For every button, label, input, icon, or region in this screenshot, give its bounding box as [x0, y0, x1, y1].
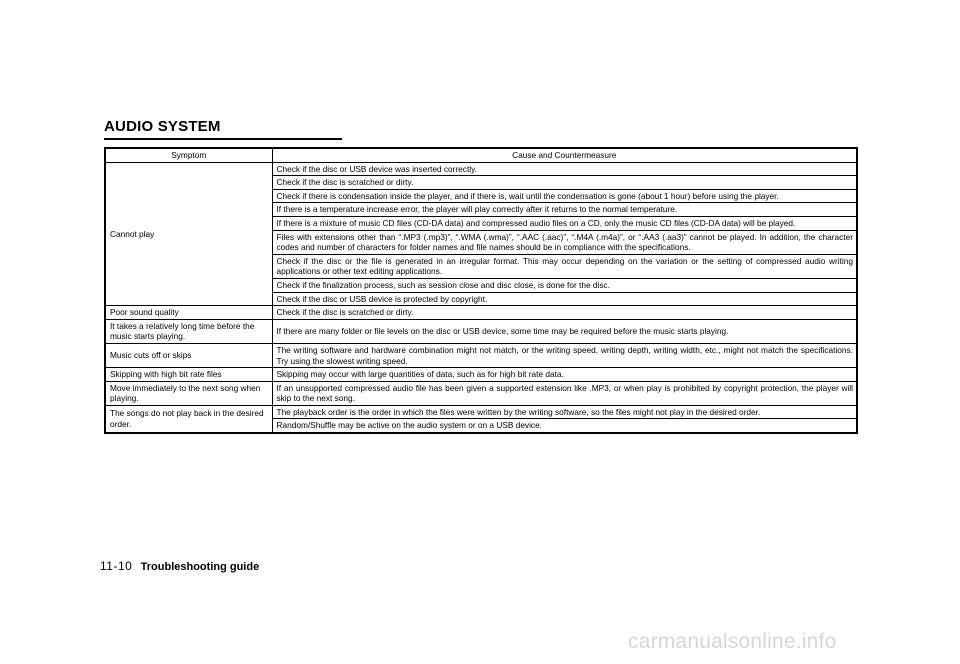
- table-row: [105, 368, 857, 382]
- symptom-cell: Skipping with high bit rate files: [105, 368, 272, 382]
- header-symptom: Symptom: [105, 148, 272, 162]
- troubleshooting-table: [104, 147, 858, 434]
- cause-cell: Random/Shuffle may be active on the audio system or on a USB device.: [272, 419, 857, 433]
- symptom-cell: The songs do not play back in the desired order.: [105, 405, 272, 433]
- table-row: [105, 343, 857, 367]
- cause-cell: Check if the disc or USB device was inserted correctly.: [272, 162, 857, 176]
- cause-cell: If there are many folder or file levels on the disc or USB device, some time may be required before the music starts playing.: [272, 319, 857, 343]
- symptom-cell: Poor sound quality: [105, 306, 272, 320]
- table-row: [105, 319, 857, 343]
- cause-cell: Check if the finalization process, such as session close and disc close, is done for the disc.: [272, 278, 857, 292]
- page-number: 11-10: [100, 559, 133, 573]
- section-title: Troubleshooting guide: [140, 561, 260, 573]
- cause-cell: Check if there is condensation inside the player, and if there is, wait until the condensation is gone (about 1 hour) before using the player.: [272, 189, 857, 203]
- symptom-cell: Move immediately to the next song when playing.: [105, 381, 272, 405]
- symptom-cell: Music cuts off or skips: [105, 343, 272, 367]
- cause-cell: If an unsupported compressed audio file has been given a supported extension like .MP3, or when play is prohibited by copyright protection, the player will skip to the next song.: [272, 381, 857, 405]
- cause-cell: Check if the disc or USB device is protected by copyright.: [272, 292, 857, 306]
- table-row: [105, 381, 857, 405]
- cause-cell: The writing software and hardware combination might not match, or the writing speed, writing depth, writing width, etc., might not match the specifications. Try using the slowest writing speed.: [272, 343, 857, 367]
- cause-cell: Skipping may occur with large quantities of data, such as for high bit rate data.: [272, 368, 857, 382]
- watermark-text: carmanualsonline.info: [628, 630, 837, 653]
- symptom-cell: It takes a relatively long time before the music starts playing.: [105, 319, 272, 343]
- cause-cell: Files with extensions other than “.MP3 (.mp3)”, “.WMA (.wma)”, “.AAC (.aac)”, “.M4A (.m4a)”, or “.AA3 (.aa3)” cannot be played. In addition, the character codes and number of characters for folder names and file names should be in compliance with the specifications.: [272, 230, 857, 254]
- table-row: [105, 405, 857, 419]
- cause-cell: If there is a mixture of music CD files (CD-DA data) and compressed audio files on a CD, only the music CD files (CD-DA data) will be played.: [272, 216, 857, 230]
- symptom-cell: Cannot play: [105, 162, 272, 306]
- header-cause: Cause and Countermeasure: [272, 148, 857, 162]
- cause-cell: Check if the disc is scratched or dirty.: [272, 306, 857, 320]
- cause-cell: The playback order is the order in which the files were written by the writing software, so the files might not play in the desired order.: [272, 405, 857, 419]
- section-heading: AUDIO SYSTEM: [104, 118, 342, 140]
- table-row: [105, 162, 857, 176]
- cause-cell: Check if the disc or the file is generated in an irregular format. This may occur depending on the variation or the setting of compressed audio writing applications or other text editing applications.: [272, 254, 857, 278]
- cause-cell: If there is a temperature increase error, the player will play correctly after it returns to the normal temperature.: [272, 203, 857, 217]
- cause-cell: Check if the disc is scratched or dirty.: [272, 176, 857, 190]
- table-row: [105, 306, 857, 320]
- table-header-row: [105, 148, 857, 162]
- page-footer: [100, 559, 259, 573]
